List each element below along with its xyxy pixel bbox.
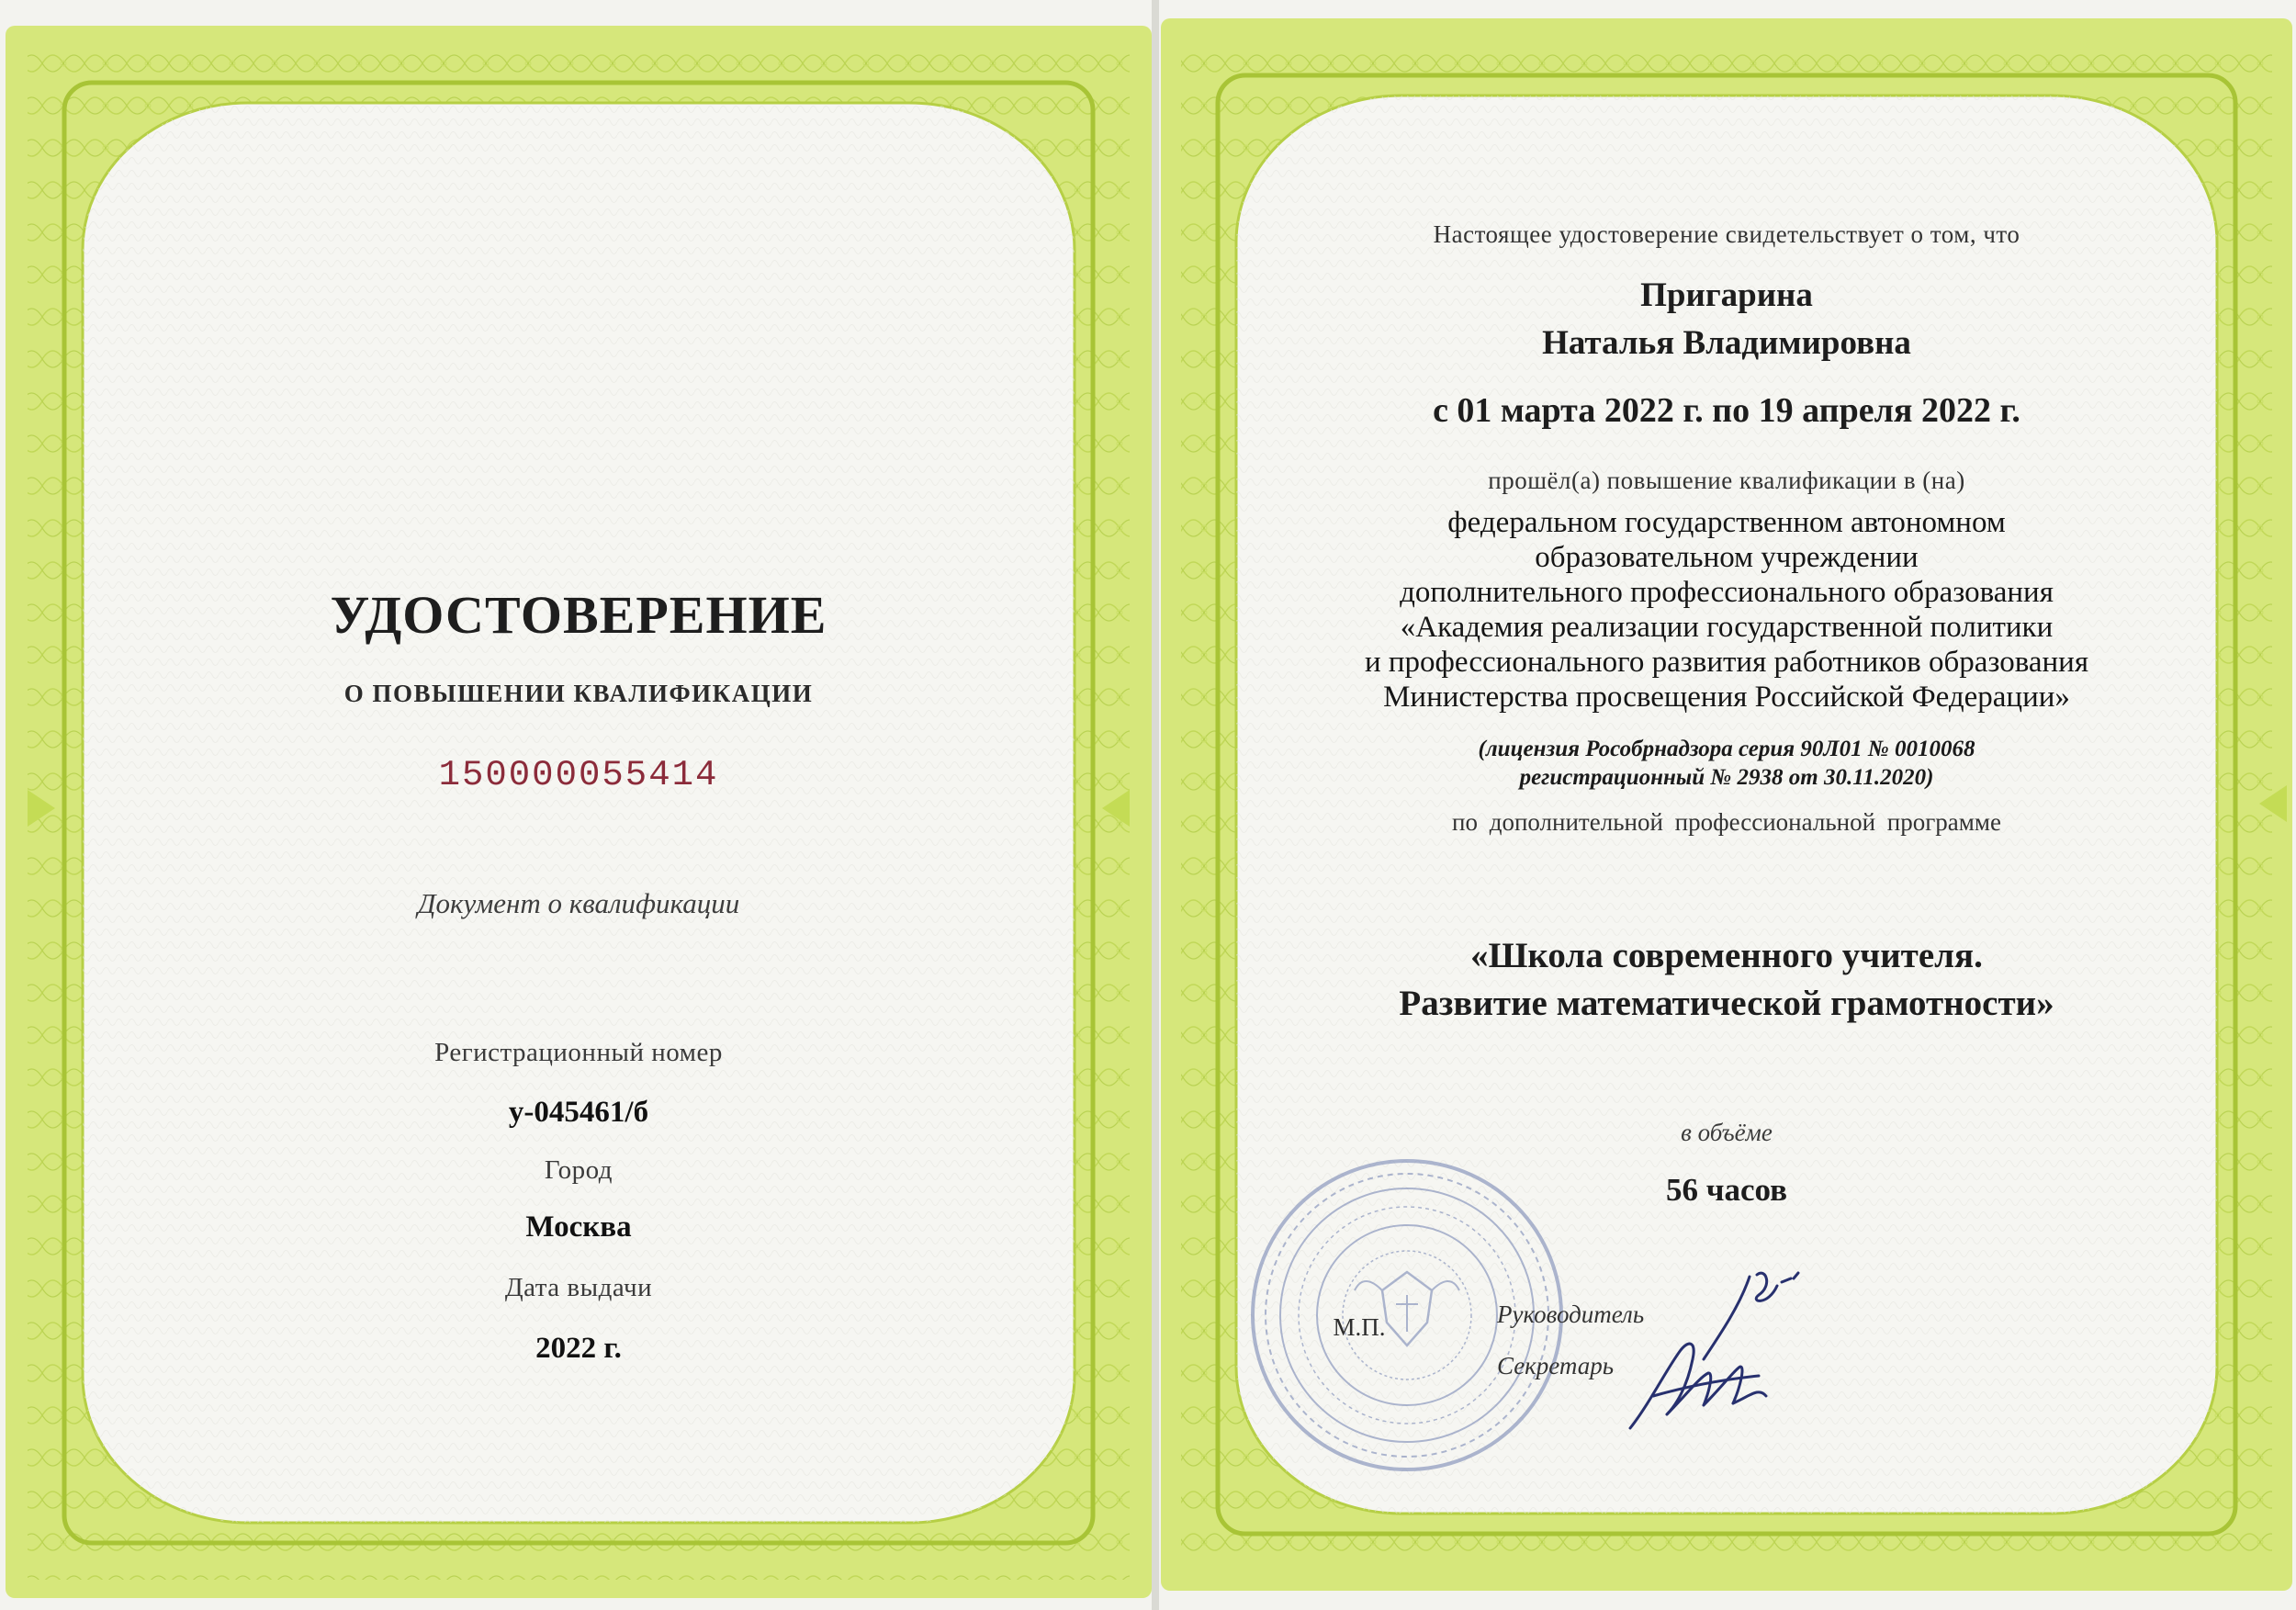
- volume-label: в объёме: [1681, 1119, 1773, 1146]
- recipient-given-names: Наталья Владимировна: [1542, 324, 1911, 362]
- certificate-subtitle: О ПОВЫШЕНИИ КВАЛИФИКАЦИИ: [343, 680, 814, 707]
- head-label: Руководитель: [1497, 1300, 1645, 1328]
- city-label: Город: [544, 1155, 613, 1185]
- stamp-place-label: М.П.: [1333, 1313, 1386, 1341]
- serial-number: 150000055414: [438, 755, 719, 795]
- organization-line: федеральном государственном автономном: [1447, 506, 2006, 539]
- recipient-surname: Пригарина: [1640, 276, 1813, 314]
- registration-number: у-045461/б: [508, 1096, 649, 1129]
- organization-line: Министерства просвещения Российской Федерации»: [1383, 681, 2070, 714]
- volume-hours: 56 часов: [1665, 1172, 1788, 1208]
- registration-number-label: Регистрационный номер: [434, 1038, 723, 1067]
- organization-line: «Академия реализации государственной политики: [1400, 611, 2054, 644]
- document-type: Документ о квалификации: [417, 887, 740, 919]
- license-line: регистрационный № 2938 от 30.11.2020): [1519, 765, 1934, 790]
- program-name-line-2: Развитие математической грамотности»: [1399, 984, 2054, 1023]
- organization-line: и профессионального развития работников образования: [1364, 646, 2089, 679]
- organization-line: дополнительного профессионального образования: [1400, 576, 2054, 609]
- issue-date: 2022 г.: [535, 1332, 622, 1365]
- issue-date-label: Дата выдачи: [504, 1273, 653, 1302]
- completed-text: прошёл(а) повышение квалификации в (на): [1488, 467, 1965, 494]
- license-block: [1286, 735, 2167, 792]
- training-period: с 01 марта 2022 г. по 19 апреля 2022 г.: [1433, 391, 2020, 430]
- license-line: (лицензия Рособрнадзора серия 90Л01 № 0010068: [1478, 737, 1975, 761]
- certificate-intro: Настоящее удостоверение свидетельствует о том, что: [1433, 220, 2020, 248]
- secretary-label: Секретарь: [1497, 1352, 1615, 1379]
- organization-block: [1286, 505, 2167, 715]
- signature: [1612, 1258, 1851, 1442]
- certificate-title: УДОСТОВЕРЕНИЕ: [330, 585, 827, 645]
- organization-line: образовательном учреждении: [1535, 541, 1919, 574]
- program-name-line-1: «Школа современного учителя.: [1470, 936, 1983, 975]
- program-intro: по дополнительной профессиональной программе: [1452, 808, 2001, 836]
- city: Москва: [525, 1210, 632, 1244]
